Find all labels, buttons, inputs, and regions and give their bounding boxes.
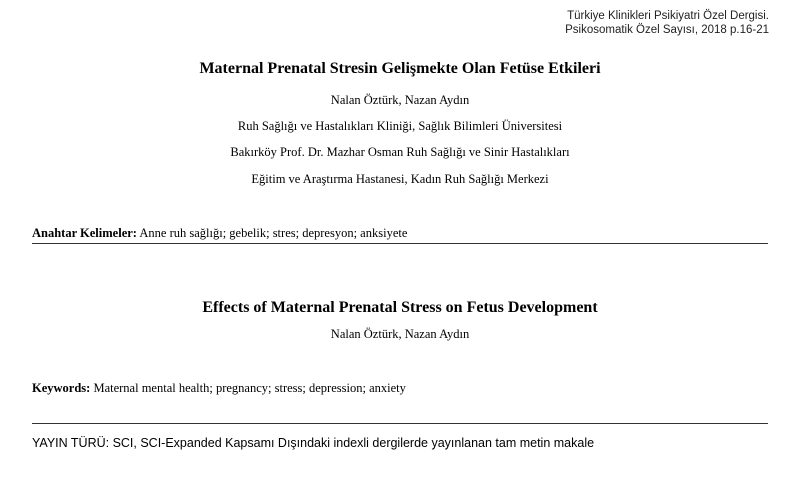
turkish-keywords	[32, 226, 407, 241]
turkish-title: Maternal Prenatal Stresin Gelişmekte Olan Fetüse Etkileri	[199, 60, 601, 77]
turkish-keywords-text: Anne ruh sağlığı; gebelik; stres; depresyon; anksiyete	[136, 226, 408, 240]
affiliation-line-3: Eğitim ve Araştırma Hastanesi, Kadın Ruh Sağlığı Merkezi	[251, 172, 549, 186]
affiliation-line-1: Ruh Sağlığı ve Hastalıkları Kliniği, Sağlık Bilimleri Üniversitesi	[237, 119, 563, 133]
english-keywords-text: Maternal mental health; pregnancy; stress; depression; anxiety	[90, 381, 406, 395]
english-authors: Nalan Öztürk, Nazan Aydın	[330, 327, 470, 341]
english-keywords-label: Keywords:	[32, 381, 91, 395]
divider-2	[32, 423, 768, 424]
turkish-authors: Nalan Öztürk, Nazan Aydın	[330, 93, 470, 107]
english-title: Effects of Maternal Prenatal Stress on Fetus Development	[202, 299, 598, 316]
journal-name: Türkiye Klinikleri Psikiyatri Özel Dergisi.	[567, 10, 769, 22]
journal-issue: Psikosomatik Özel Sayısı, 2018 p.16-21	[565, 24, 769, 36]
english-keywords	[32, 381, 406, 396]
journal-citation	[565, 9, 769, 37]
publication-type: YAYIN TÜRÜ: SCI, SCI-Expanded Kapsamı Dışındaki indexli dergilerde yayınlanan tam metin makale	[32, 436, 595, 450]
turkish-keywords-label: Anahtar Kelimeler:	[32, 226, 137, 240]
divider-1	[32, 243, 768, 244]
affiliation-line-2: Bakırköy Prof. Dr. Mazhar Osman Ruh Sağlığı ve Sinir Hastalıkları	[230, 145, 570, 159]
